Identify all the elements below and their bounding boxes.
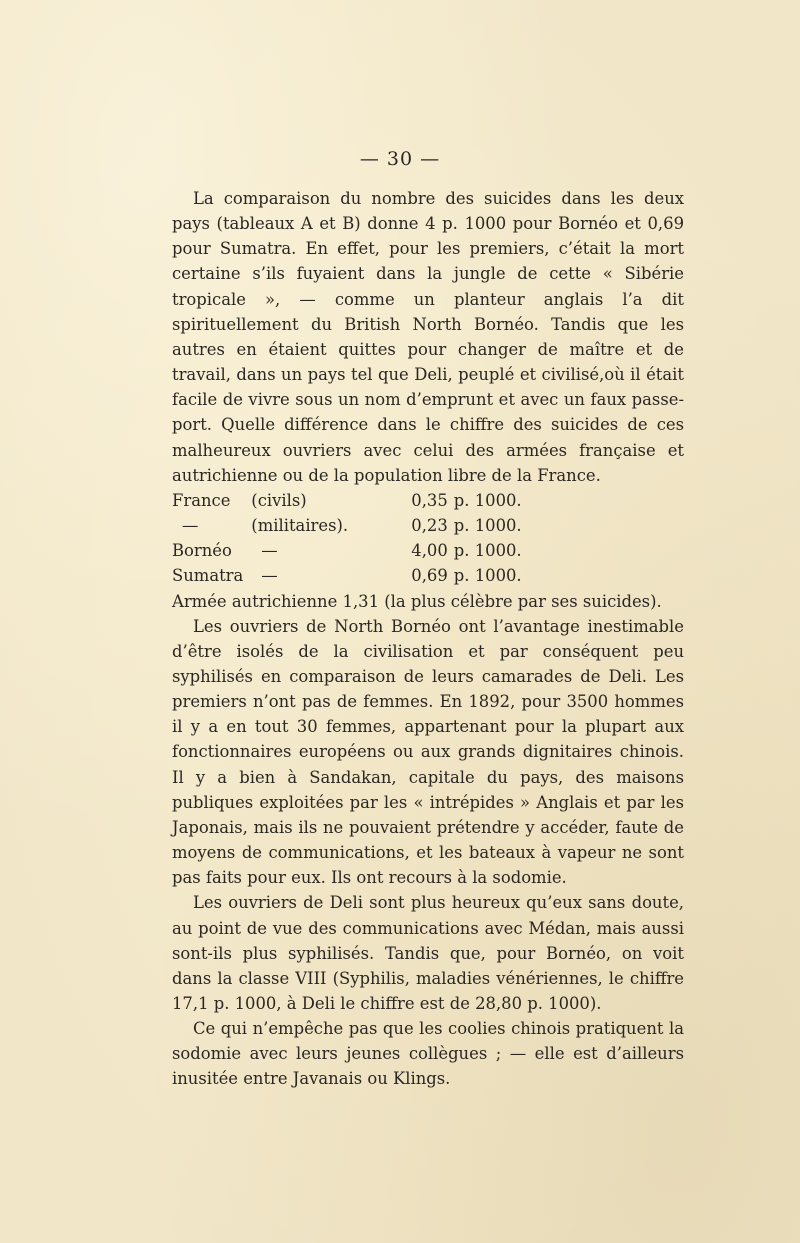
- rate-cell: 0,23: [411, 516, 448, 536]
- paragraph-comparison: La comparaison du nombre des suicides dans les deux pays (tableaux A et B) donne 4 p. 1000 pour Bornéo et 0,69 pour Sumatra. En effet, pour les premiers, c’était la mort certaine s’ils fuyaient dans la jungle de cette « Sibérie tropicale », — comme un planteur anglais l’a dit spirituellement du British North Bornéo. Tandis que les autres en étaient quittes pour changer de maître et de travail, dans un pays tel que Deli, peuplé et civilisé,où il était facile de vivre sous un nom d’emprunt et avec un faux passe-port. Quelle différence dans le chiffre des suicides de ces malheureux ouvriers avec celui des armées française et autrichienne ou de la population libre de la France.: [172, 189, 684, 485]
- table-row: [172, 513, 522, 538]
- group-cell: [243, 563, 411, 588]
- group-label: (civils): [251, 490, 307, 510]
- rate-cell: 4,00: [411, 541, 448, 561]
- suicide-rates-table: [172, 488, 522, 589]
- country-cell: [172, 513, 243, 538]
- unit-cell: p. 1000.: [453, 516, 522, 536]
- ditto-mark: —: [182, 516, 199, 536]
- rate-cell: 0,69: [411, 566, 448, 586]
- paragraph-north-borneo: Les ouvriers de North Bornéo ont l’avantage inestimable d’être isolés de la civilisation et par conséquent peu syphilisés en comparaison de leurs camarades de Deli. Les premiers n’ont pas de femmes. En 1892, pour 3500 hommes il y a en tout 30 femmes, appartenant pour la plupart aux fonctionnaires européens ou aux grands dignitaires chinois. Il y a bien à Sandakan, capitale du pays, des maisons publiques exploitées par les « intrépides » Anglais et par les Japonais, mais ils ne pouvaient prétendre y accéder, faute de moyens de communications, et les bateaux à vapeur ne sont pas faits pour eux. Ils ont recours à la sodomie.: [172, 616, 684, 888]
- ditto-mark: —: [261, 566, 278, 586]
- rate-cell: 0,35: [411, 490, 448, 510]
- body-text: [172, 186, 684, 1092]
- page-number: — 30 —: [359, 148, 441, 170]
- ditto-mark: —: [261, 541, 278, 561]
- country-cell: France: [172, 490, 231, 510]
- paragraph-deli-workers: Les ouvriers de Deli sont plus heureux qu’eux sans doute, au point de vue des communications avec Médan, mais aussi sont-ils plus syphilisés. Tandis que, pour Bornéo, on voit dans la classe VIII (Syphilis, maladies vénériennes, le chiffre 17,1 p. 1000, à Deli le chiffre est de 28,80 p. 1000).: [172, 893, 684, 1013]
- table-row: [172, 538, 522, 563]
- unit-cell: p. 1000.: [453, 541, 522, 561]
- table-row: [172, 488, 522, 513]
- group-cell: [243, 538, 411, 563]
- unit-cell: p. 1000.: [453, 566, 522, 586]
- paragraph-coolies: Ce qui n’empêche pas que les coolies chinois pratiquent la sodomie avec leurs jeunes collègues ; — elle est d’ailleurs inusitée entre Javanais ou Klings.: [172, 1019, 684, 1089]
- unit-cell: p. 1000.: [453, 490, 522, 510]
- table-row: [172, 563, 522, 588]
- group-cell: [243, 513, 411, 538]
- country-cell: Sumatra: [172, 566, 244, 586]
- country-cell: Bornéo: [172, 541, 232, 561]
- group-label: (militaires).: [251, 516, 349, 536]
- group-cell: [243, 488, 411, 513]
- army-suicide-line: Armée autrichienne 1,31 (la plus célèbre par ses suicides).: [172, 591, 662, 611]
